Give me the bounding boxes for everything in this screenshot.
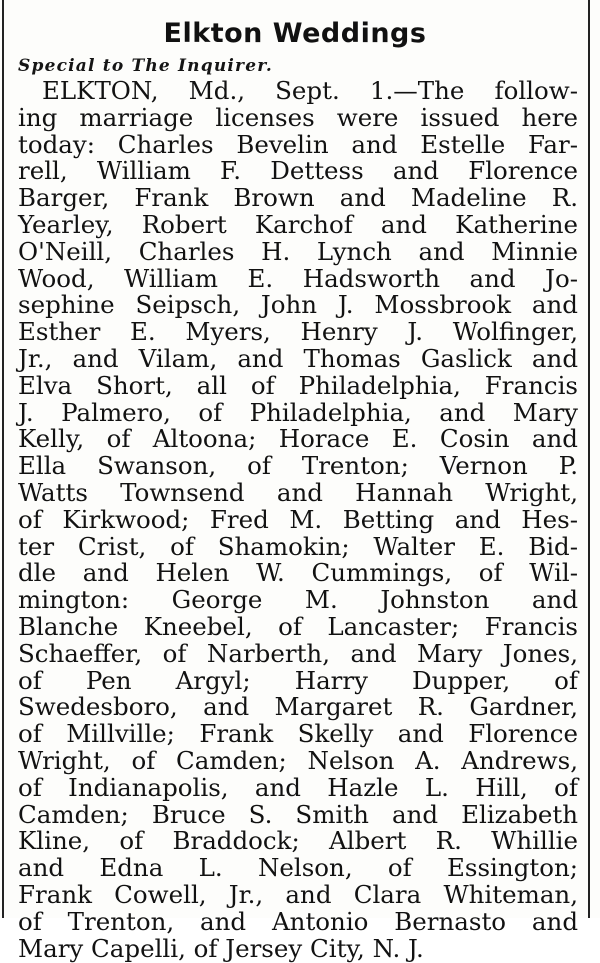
article-line: of Kirkwood; Fred M. Betting and Hes- xyxy=(18,504,578,534)
article-line: J. Palmero, of Philadelphia, and Mary xyxy=(18,397,578,427)
article-line: Jr., and Vilam, and Thomas Gaslick and xyxy=(18,343,578,373)
article-line: Esther E. Myers, Henry J. Wolfinger, xyxy=(18,317,578,347)
article-byline: Special to The Inquirer. xyxy=(18,56,273,76)
article-line: Elva Short, all of Philadelphia, Francis xyxy=(18,370,578,400)
article-line: Camden; Bruce S. Smith and Elizabeth xyxy=(18,799,578,829)
article-line: of Trenton, and Antonio Bernasto and xyxy=(18,906,578,936)
right-column-rule xyxy=(588,0,590,918)
article-line: Kelly, of Altoona; Horace E. Cosin and xyxy=(18,424,578,454)
article-line: ing marriage licenses were issued here xyxy=(18,102,578,132)
article-line: dle and Helen W. Cummings, of Wil- xyxy=(18,558,578,588)
article-line: Mary Capelli, of Jersey City, N. J. xyxy=(18,933,424,963)
article-line: Swedesboro, and Margaret R. Gardner, xyxy=(18,692,578,722)
article-line: Schaeffer, of Narberth, and Mary Jones, xyxy=(18,638,578,668)
article-line: of Indianapolis, and Hazle L. Hill, of xyxy=(18,772,578,802)
article-line: and Edna L. Nelson, of Essington; xyxy=(18,853,578,883)
article-line: Kline, of Braddock; Albert R. Whillie xyxy=(18,826,578,856)
article-line: Wood, William E. Hadsworth and Jo- xyxy=(18,263,578,293)
article-line: Yearley, Robert Karchof and Katherine xyxy=(18,209,578,239)
article-line: sephine Seipsch, John J. Mossbrook and xyxy=(18,290,578,320)
article-body xyxy=(18,78,578,962)
article-line: Frank Cowell, Jr., and Clara Whiteman, xyxy=(18,879,578,909)
article-line: Ella Swanson, of Trenton; Vernon P. xyxy=(18,451,578,481)
article-line: today: Charles Bevelin and Estelle Far- xyxy=(18,129,578,159)
article-line: Barger, Frank Brown and Madeline R. xyxy=(18,183,578,213)
article-line: of Millville; Frank Skelly and Florence xyxy=(18,719,578,749)
article-line: Blanche Kneebel, of Lancaster; Francis xyxy=(18,611,578,641)
article-line: Watts Townsend and Hannah Wright, xyxy=(18,477,578,507)
article-line: ter Crist, of Shamokin; Walter E. Bid- xyxy=(18,531,578,561)
article-line: ELKTON, Md., Sept. 1.—The follow- xyxy=(42,76,578,105)
article-line: of Pen Argyl; Harry Dupper, of xyxy=(18,665,578,695)
article-line: O'Neill, Charles H. Lynch and Minnie xyxy=(18,236,578,266)
article-headline: Elkton Weddings xyxy=(163,18,427,49)
article-line: Wright, of Camden; Nelson A. Andrews, xyxy=(18,745,578,775)
article-line: rell, William F. Dettess and Florence xyxy=(18,156,578,186)
left-column-rule xyxy=(2,0,4,918)
article-line: mington: George M. Johnston and xyxy=(18,585,578,615)
